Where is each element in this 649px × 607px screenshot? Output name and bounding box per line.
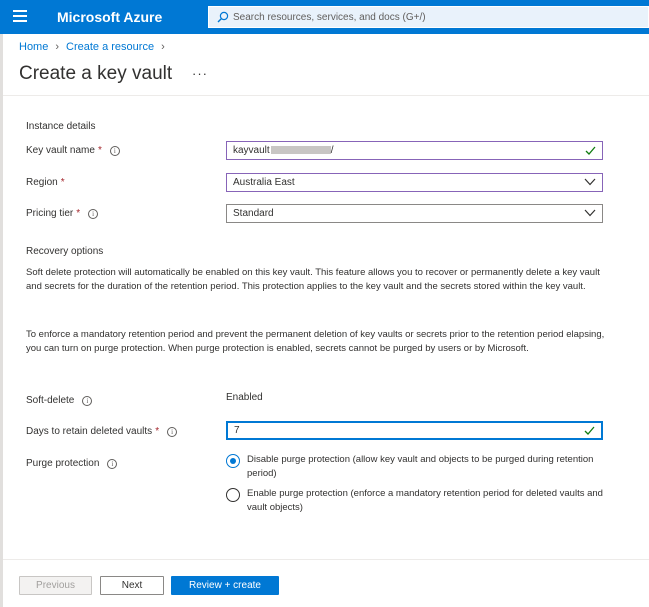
- divider: [3, 559, 649, 560]
- region-select[interactable]: [226, 173, 603, 192]
- purge-option-enable-label: Enable purge protection (enforce a mandatory retention period for deleted vaults and vault objects): [247, 488, 603, 513]
- key-vault-name-value: kayvault: [233, 145, 270, 156]
- top-bar: [0, 0, 649, 34]
- breadcrumb-create-resource[interactable]: Create a resource: [66, 41, 155, 53]
- divider: [3, 95, 649, 96]
- previous-button[interactable]: Previous: [19, 576, 92, 595]
- purge-protection-description: To enforce a mandatory retention period and prevent the permanent deletion of key vaults or secrets prior to the retention period elapsing, you can turn on purge protection. When purge protection is enabled, secrets cannot be purged by users or by Microsoft.: [26, 329, 605, 354]
- key-vault-name-text: Key vault name: [26, 145, 95, 156]
- days-to-retain-label: [26, 426, 177, 437]
- global-search[interactable]: [208, 6, 649, 28]
- info-icon[interactable]: i: [88, 209, 98, 219]
- more-options-button[interactable]: ···: [192, 66, 208, 81]
- search-input[interactable]: [233, 7, 643, 27]
- redacted-text: [271, 146, 331, 154]
- breadcrumb-home[interactable]: Home: [19, 41, 49, 53]
- required-marker: *: [60, 177, 65, 188]
- menu-icon[interactable]: [13, 10, 27, 22]
- brand-name[interactable]: Microsoft Azure: [57, 9, 163, 25]
- days-to-retain-text: Days to retain deleted vaults: [26, 426, 153, 437]
- info-icon[interactable]: i: [110, 146, 120, 156]
- search-icon: [217, 11, 229, 23]
- info-icon[interactable]: i: [82, 396, 92, 406]
- info-icon[interactable]: i: [167, 427, 177, 437]
- checkmark-icon: [584, 425, 595, 436]
- key-vault-name-input[interactable]: [226, 141, 603, 160]
- recovery-options-heading: Recovery options: [26, 246, 104, 257]
- next-button[interactable]: Next: [100, 576, 164, 595]
- required-marker: *: [155, 426, 160, 437]
- chevron-right-icon: ›: [55, 41, 60, 53]
- region-label: [26, 177, 65, 188]
- page-edge: [0, 34, 3, 607]
- soft-delete-value: Enabled: [226, 392, 263, 403]
- required-marker: *: [97, 145, 102, 156]
- pricing-tier-value: Standard: [233, 208, 274, 219]
- pricing-tier-select[interactable]: [226, 204, 603, 223]
- info-icon[interactable]: i: [107, 459, 117, 469]
- purge-protection-label: [26, 458, 117, 469]
- page-title: Create a key vault: [19, 63, 173, 84]
- soft-delete-description: Soft delete protection will automatically be enabled on this key vault. This feature allows you to recover or permanently delete a key vault and secrets for the duration of the retention period. This protection applies to the key vault and the secrets stored within the key vault.: [26, 267, 600, 292]
- purge-option-disable-label: Disable purge protection (allow key vault and objects to be purged during retention period): [247, 454, 594, 479]
- region-value: Australia East: [233, 177, 295, 188]
- instance-details-heading: Instance details: [26, 121, 96, 132]
- checkmark-icon: [585, 145, 596, 156]
- review-create-button[interactable]: Review + create: [171, 576, 279, 595]
- pricing-tier-text: Pricing tier: [26, 208, 74, 219]
- days-to-retain-value: 7: [234, 425, 240, 436]
- days-to-retain-input[interactable]: [226, 421, 603, 440]
- radio-button-selected[interactable]: [226, 454, 240, 468]
- key-vault-name-suffix: /: [330, 145, 334, 156]
- chevron-right-icon: ›: [161, 41, 165, 53]
- region-text: Region: [26, 177, 58, 188]
- soft-delete-text: Soft-delete: [26, 395, 75, 406]
- chevron-down-icon: [584, 178, 596, 186]
- breadcrumb: [19, 41, 172, 53]
- pricing-tier-label: [26, 208, 98, 219]
- radio-button[interactable]: [226, 488, 240, 502]
- soft-delete-label: [26, 395, 92, 406]
- purge-option-disable[interactable]: [226, 453, 606, 480]
- purge-option-enable[interactable]: [226, 487, 606, 514]
- purge-protection-text: Purge protection: [26, 458, 100, 469]
- chevron-down-icon: [584, 209, 596, 217]
- key-vault-name-label: [26, 145, 120, 156]
- required-marker: *: [76, 208, 81, 219]
